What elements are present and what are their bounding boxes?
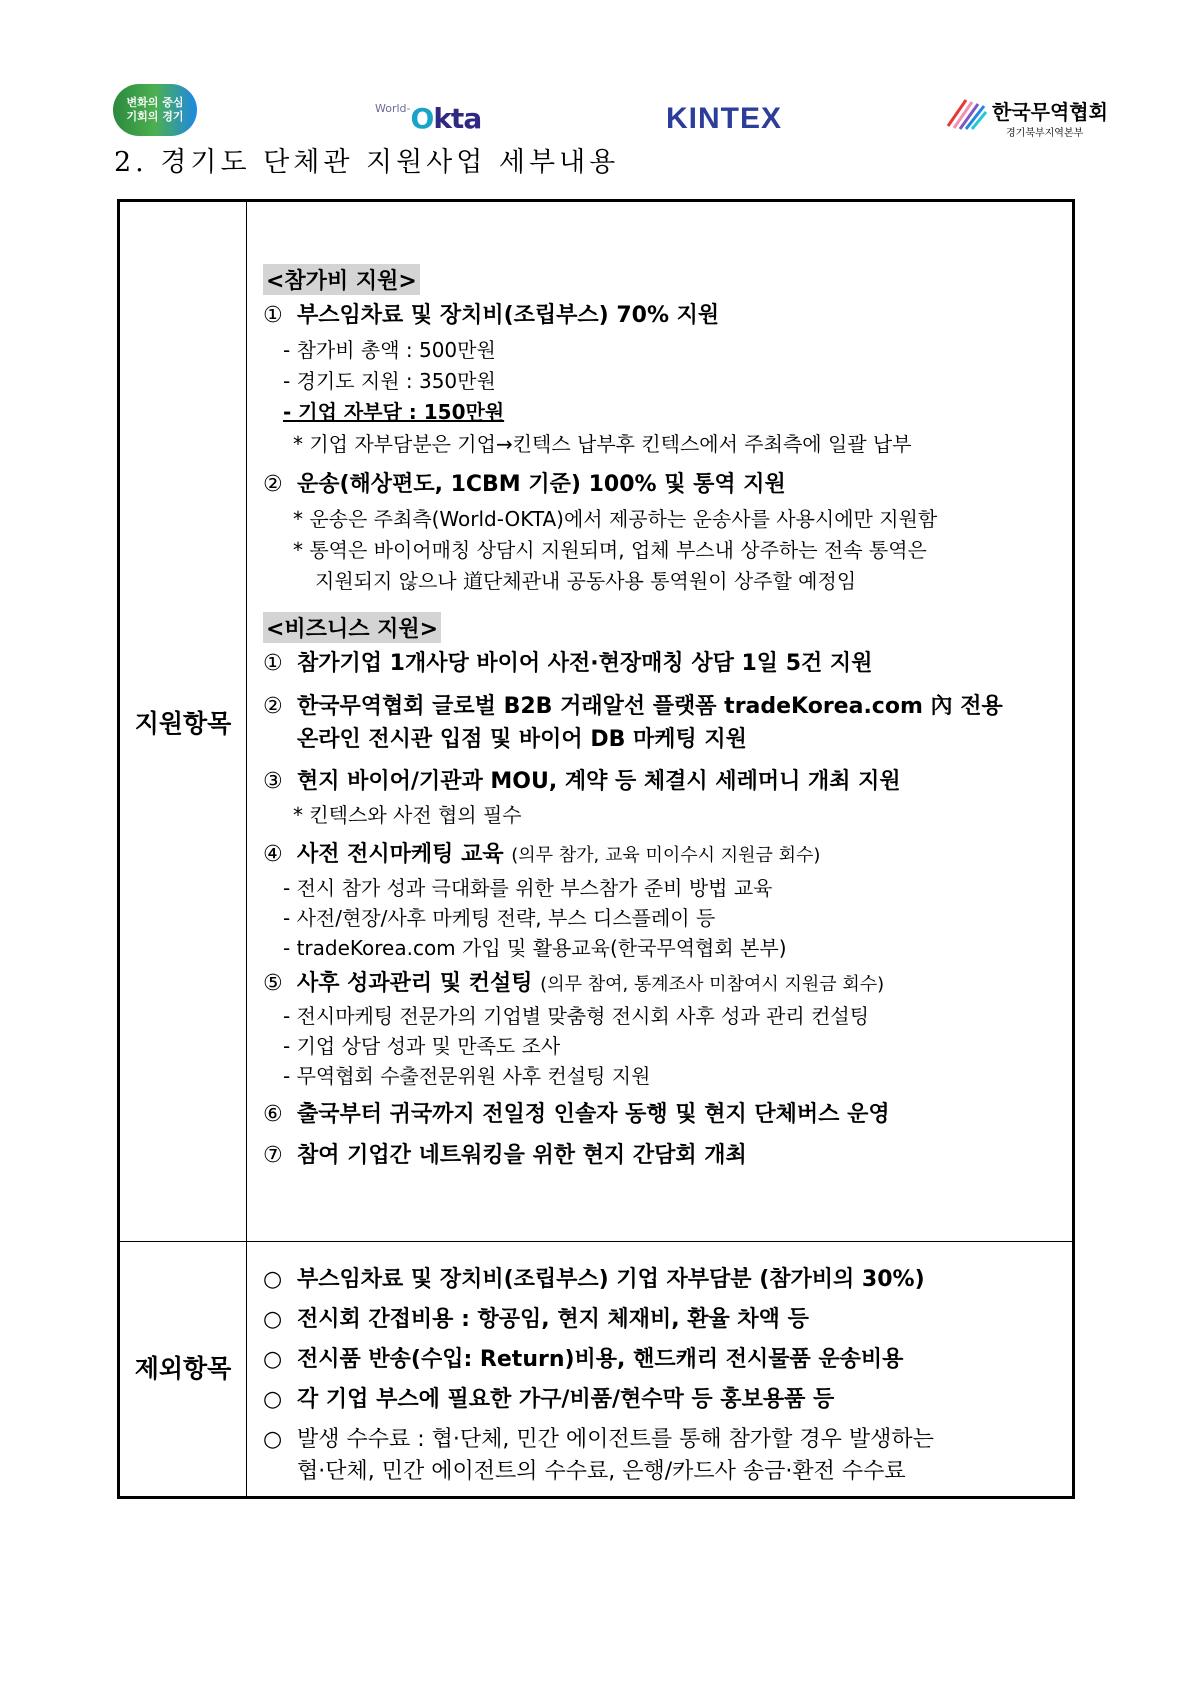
- gyeonggi-logo-line1: 변화의 중심: [126, 96, 184, 109]
- excluded-item-indirect-cost: [263, 1302, 809, 1333]
- excluded-text: 각 기업 부스에 필요한 가구/비품/현수막 등 홍보용품 등: [297, 1387, 835, 1412]
- mou-note: * 킨텍스와 사전 협의 필수: [293, 803, 522, 827]
- biz-item-tradekorea: [263, 689, 1003, 720]
- item-text: 한국무역협회 글로벌 B2B 거래알선 플랫폼 tradeKorea.com 內 전용: [297, 694, 1003, 719]
- consulting-detail-1: - 전시마케팅 전문가의 기업별 맞춤형 전시회 사후 성과 관리 컨설팅: [283, 1004, 870, 1028]
- header-logos: [0, 82, 1191, 142]
- excluded-item-fees-cont: 협·단체, 민간 에이전트의 수수료, 은행/카드사 송금·환전 수수료: [297, 1459, 906, 1484]
- item-text: 사전 전시마케팅 교육: [297, 842, 504, 867]
- kita-mark-icon: [944, 96, 988, 130]
- biz-item-pre-education: [263, 837, 820, 868]
- biz-item-mou-ceremony: [263, 764, 901, 795]
- gyeonggi-logo-line2: 기회의 경기: [126, 110, 184, 123]
- excluded-item-fees: [263, 1422, 934, 1453]
- support-details-table: [117, 199, 1075, 1499]
- biz-item-tradekorea-cont: 온라인 전시관 입점 및 바이어 DB 마케팅 지원: [297, 727, 747, 752]
- item-condition: (의무 참여, 통계조사 미참여시 지원금 회수): [540, 974, 885, 995]
- excluded-item-booth-share: [263, 1262, 925, 1293]
- item-text: 출국부터 귀국까지 전일정 인솔자 동행 및 현지 단체버스 운영: [297, 1102, 890, 1127]
- row-label-excluded: 제외항목: [134, 1354, 232, 1383]
- fee-company-share: - 기업 자부담 : 150만원: [283, 400, 505, 424]
- item-text: 사후 성과관리 및 컨설팅: [297, 971, 533, 996]
- item-text: 현지 바이어/기관과 MOU, 계약 등 체결시 세레머니 개최 지원: [297, 769, 901, 794]
- okta-logo-rest: kta: [433, 102, 482, 135]
- excluded-text: 부스임차료 및 장치비(조립부스) 기업 자부담분 (참가비의 30%): [297, 1267, 925, 1292]
- education-detail-2: - 사전/현장/사후 마케팅 전략, 부스 디스플레이 등: [283, 906, 716, 930]
- bullet-icon: ○: [263, 1307, 283, 1332]
- education-detail-1: - 전시 참가 성과 극대화를 위한 부스참가 준비 방법 교육: [283, 876, 773, 900]
- item-text: 부스임차료 및 장치비(조립부스) 70% 지원: [297, 303, 720, 328]
- biz-item-post-consulting: [263, 966, 884, 997]
- biz-item-escort-bus: [263, 1097, 890, 1128]
- item-mark: ③: [263, 769, 283, 794]
- item-mark: ①: [263, 651, 283, 676]
- world-okta-logo: [375, 102, 481, 135]
- bullet-icon: ○: [263, 1427, 283, 1452]
- item-condition: (의무 참가, 교육 미이수시 지원금 회수): [511, 845, 821, 866]
- fee-gyeonggi-support: - 경기도 지원 : 350만원: [283, 369, 496, 393]
- biz-item-networking: [263, 1138, 747, 1169]
- row-label-support: 지원항목: [134, 709, 232, 738]
- biz-item-matching: [263, 646, 872, 677]
- fee-note: * 기업 자부담분은 기업→킨텍스 납부후 킨텍스에서 주최측에 일괄 납부: [293, 432, 912, 456]
- bullet-icon: ○: [263, 1267, 283, 1292]
- kita-logo-name: 한국무역협회: [992, 100, 1108, 124]
- excluded-text: 전시품 반송(수입: Return)비용, 핸드캐리 전시물품 운송비용: [297, 1347, 904, 1372]
- item-mark: ④: [263, 842, 283, 867]
- consulting-detail-2: - 기업 상담 성과 및 만족도 조사: [283, 1034, 561, 1058]
- kita-logo-subtitle: 경기북부지역본부: [1006, 128, 1084, 139]
- table-row-divider: [120, 1241, 1072, 1242]
- section-fee-support: <참가비 지원>: [263, 264, 420, 295]
- bullet-icon: ○: [263, 1387, 283, 1412]
- interpretation-note-cont: 지원되지 않으나 道단체관내 공동사용 통역원이 상주할 예정임: [315, 569, 857, 593]
- item-mark: ⑤: [263, 971, 283, 996]
- item-text: 참여 기업간 네트워킹을 위한 현지 간담회 개최: [297, 1143, 747, 1168]
- item-shipping-interpretation: [263, 467, 786, 498]
- excluded-text: 발생 수수료 : 협·단체, 민간 에이전트를 통해 참가할 경우 발생하는: [297, 1427, 934, 1452]
- item-mark: ⑦: [263, 1143, 283, 1168]
- education-detail-3: - tradeKorea.com 가입 및 활용교육(한국무역협회 본부): [283, 936, 787, 960]
- okta-logo-prefix: World-: [375, 102, 411, 115]
- interpretation-note: * 통역은 바이어매칭 상담시 지원되며, 업체 부스내 상주하는 전속 통역은: [293, 538, 927, 562]
- document-title: 2. 경기도 단체관 지원사업 세부내용: [114, 147, 620, 178]
- consulting-detail-3: - 무역협회 수출전문위원 사후 컨설팅 지원: [283, 1064, 651, 1088]
- bullet-icon: ○: [263, 1347, 283, 1372]
- section-business-support: <비즈니스 지원>: [263, 612, 441, 643]
- table-column-divider: [246, 202, 247, 1496]
- shipping-note: * 운송은 주최측(World-OKTA)에서 제공하는 운송사를 사용시에만 지원함: [293, 507, 938, 531]
- item-text: 참가기업 1개사당 바이어 사전·현장매칭 상담 1일 5건 지원: [297, 651, 873, 676]
- excluded-text: 전시회 간접비용 : 항공임, 현지 체재비, 환율 차액 등: [297, 1307, 809, 1332]
- okta-logo-o: O: [410, 102, 434, 135]
- item-text: 운송(해상편도, 1CBM 기준) 100% 및 통역 지원: [297, 472, 786, 497]
- item-mark: ②: [263, 694, 283, 719]
- gyeonggi-logo: [113, 84, 197, 136]
- item-mark: ⑥: [263, 1102, 283, 1127]
- excluded-item-promo-goods: [263, 1382, 834, 1413]
- item-mark: ①: [263, 303, 283, 328]
- excluded-item-return-cost: [263, 1342, 903, 1373]
- item-mark: ②: [263, 472, 283, 497]
- kintex-logo: KINTEX: [666, 102, 783, 135]
- fee-total: - 참가비 총액 : 500만원: [283, 338, 496, 362]
- item-booth-rental: [263, 298, 719, 329]
